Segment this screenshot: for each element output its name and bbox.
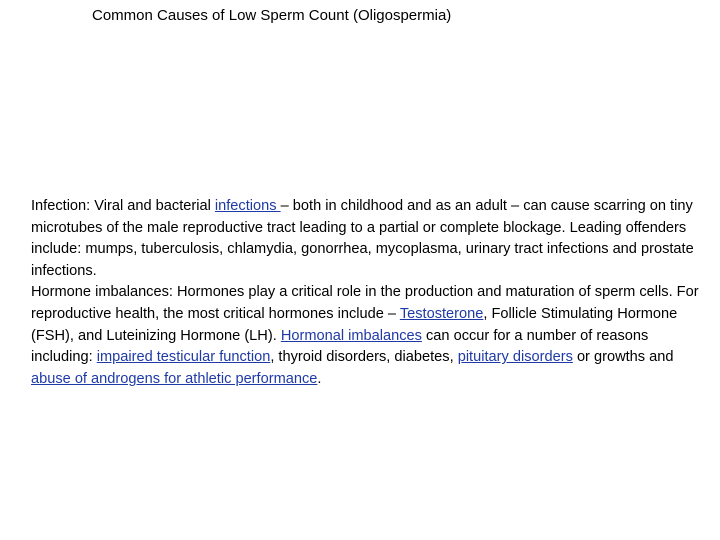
hormone-text-4: , thyroid disorders, diabetes, [270, 349, 458, 366]
hormone-paragraph [31, 282, 703, 390]
hormone-heading: Hormone imbalances [31, 284, 169, 301]
hormonal-imbalances-link[interactable]: Hormonal imbalances [280, 327, 422, 344]
pituitary-disorders-link[interactable]: pituitary disorders [457, 349, 573, 366]
abuse-of-androgens-link[interactable]: abuse of androgens for athletic performance [31, 370, 318, 387]
slide-title: Common Causes of Low Sperm Count (Oligospermia) [92, 7, 452, 24]
hormone-text-6: . [317, 370, 322, 387]
impaired-testicular-function-link[interactable]: impaired testicular function [96, 349, 271, 366]
infection-heading: Infection [31, 198, 87, 214]
hormone-text-3: can occur for a number of reasons including: [31, 327, 649, 366]
infection-paragraph [31, 196, 703, 282]
hormone-text-5: or growths and [572, 349, 674, 366]
infection-text-2: – both in childhood and as an adult – can cause scarring on tiny microtubes of the male reproductive tract leading to a partial or complete blockage. Leading offenders include: mumps, tuberculosis, chlamydia, gonorrhea, mycoplasma, urinary tract infections and prostate infections. [31, 198, 694, 279]
hormone-text-2: , Follicle Stimulating Hormone (FSH), and Luteinizing Hormone (LH). [31, 305, 678, 344]
testosterone-link[interactable]: Testosterone [399, 305, 484, 322]
body-text [31, 196, 703, 390]
hormone-text-1: : Hormones play a critical role in the production and maturation of sperm cells. For reproductive health, the most critical hormones include – [31, 284, 699, 322]
infections-link[interactable]: infections [214, 198, 281, 214]
infection-text-1: : Viral and bacterial [86, 198, 215, 214]
